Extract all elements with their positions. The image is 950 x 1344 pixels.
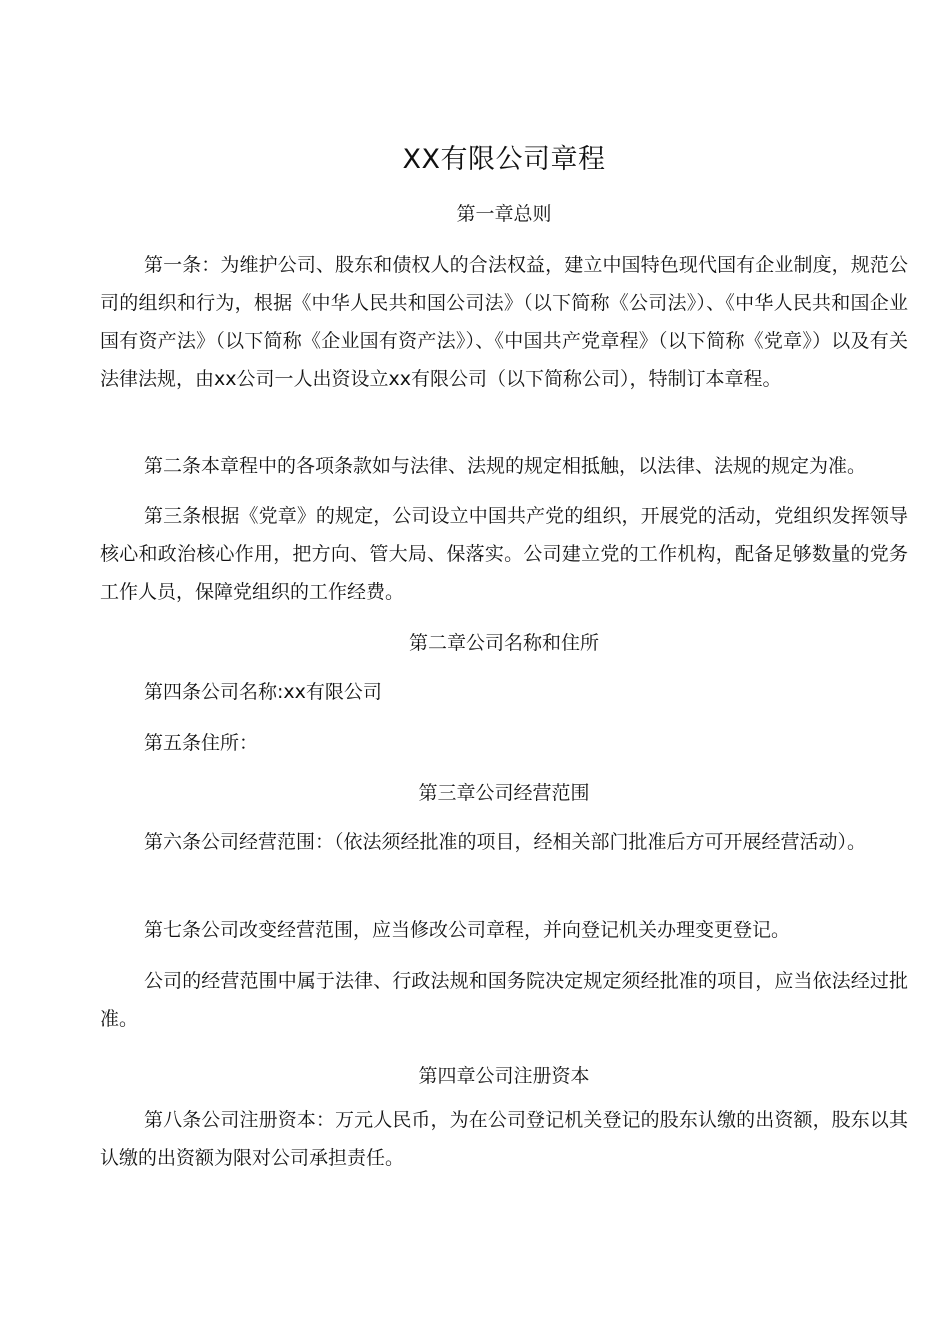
article-3: 第三条根据《党章》的规定，公司设立中国共产党的组织，开展党的活动，党组织发挥领导核心和政治核心作用，把方向、管大局、保落实。公司建立党的工作机构，配备足够数量的党务工作人员，保障党组织的工作经费。 (100, 505, 908, 603)
chapter-2-heading: 第二章公司名称和住所 (408, 632, 599, 654)
article-7-paragraph-2: 公司的经营范围中属于法律、行政法规和国务院决定规定须经批准的项目，应当依法经过批准。 (100, 970, 908, 1030)
article-4: 第四条公司名称:xx有限公司 (144, 681, 382, 703)
chapter-1-heading: 第一章总则 (456, 203, 552, 225)
chapter-4-heading: 第四章公司注册资本 (418, 1065, 590, 1087)
article-2: 第二条本章程中的各项条款如与法律、法规的规定相抵触，以法律、法规的规定为准。 (144, 455, 867, 477)
article-1: 第一条：为维护公司、股东和债权人的合法权益，建立中国特色现代国有企业制度，规范公司的组织和行为，根据《中华人民共和国公司法》（以下简称《公司法》）、《中华人民共和国企业国有资产法》（以下简称《企业国有资产法》）、《中国共产党章程》（以下简称《党章》）以及有关法律法规，由xx公司一人出资设立xx有限公司（以下简称公司），特制订本章程。 (100, 254, 908, 390)
article-6: 第六条公司经营范围：（依法须经批准的项目，经相关部门批准后方可开展经营活动）。 (144, 831, 867, 853)
article-7: 第七条公司改变经营范围，应当修改公司章程，并向登记机关办理变更登记。 (144, 919, 791, 941)
chapter-3-heading: 第三章公司经营范围 (418, 782, 590, 804)
article-5: 第五条住所： (144, 732, 259, 754)
article-8: 第八条公司注册资本：万元人民币，为在公司登记机关登记的股东认缴的出资额，股东以其认缴的出资额为限对公司承担责任。 (100, 1109, 908, 1169)
document-title: XX有限公司章程 (402, 144, 606, 175)
